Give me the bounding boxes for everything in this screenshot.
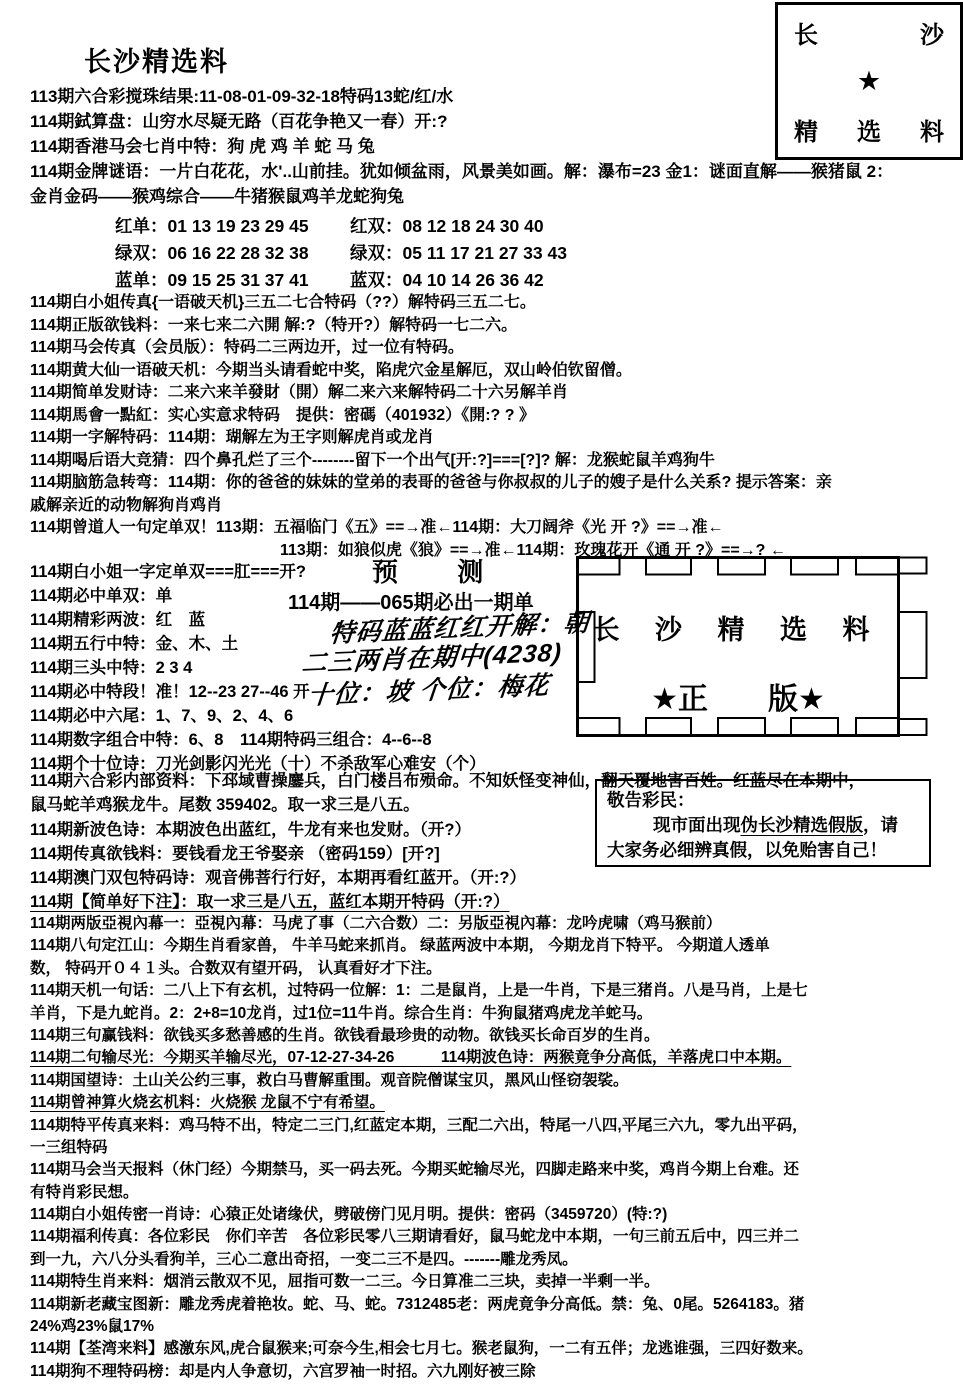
page-title: 长沙精选料 xyxy=(84,47,229,77)
tip-line: 114期三句赢钱料：欲钱买多愁善感的生肖。欲钱看最珍贵的动物。欲钱买长命百岁的生肖。 xyxy=(30,1026,660,1044)
tip-line: 一三组特码 xyxy=(30,1138,108,1156)
tip-line: 114期白小姐传密一肖诗：心猿正处诸缘伏，劈破傍门见月明。提供：密码（3459720）(特:?) xyxy=(30,1206,668,1224)
tip-line: 114期曾道人一句定单双！113期：五福临门《五》==→准←114期：大刀阔斧《光 开 ?》==→准← xyxy=(30,519,724,536)
star-icon: ★ xyxy=(856,66,882,96)
blue-single-numbers: 蓝单：09 15 25 31 37 41 xyxy=(115,270,309,290)
blue-double-numbers: 蓝双：04 10 14 26 36 42 xyxy=(350,270,544,290)
notice-line xyxy=(607,812,919,837)
tip-line: 114期马会传真（会员版）：特码二三两边开，过一位有特码。 xyxy=(30,339,464,356)
intro-section xyxy=(30,84,893,209)
tip-line: 114期福利传真：各位彩民 你们辛苦 各位彩民零八三期请看好，鼠马蛇龙中本期，一句三前五后中，四三并二 xyxy=(30,1228,800,1246)
tip-line: 114期天机一句话：二八上下有玄机，过特码一位解：1：二是鼠肖，上是一牛肖，下是三猪肖。八是马肖，上是七 xyxy=(30,982,808,1000)
badge-char-xuan: 选 xyxy=(857,119,881,146)
tip-line: 24%鸡23%鼠17% xyxy=(30,1318,155,1336)
tip-line-underlined: 114期曾神算火烧玄机料：火烧猴 龙鼠不宁有希望。 xyxy=(30,1094,385,1112)
tip-line: 114期两版亞視內幕一：亞視內幕：马虎了事（二六合数）二：另版亞視內幕：龙吟虎啸（鸡马猴前） xyxy=(30,915,722,932)
tip-line: 鼠马蛇羊鸡猴龙牛。尾数 359402。取一求三是八五。 xyxy=(30,796,420,815)
tip-line: 114期特生肖来料：烟消云散双不见，屈指可数一二三。今日算准二三块，卖掉一半剩一半。 xyxy=(30,1273,660,1291)
prediction-line: 114期个十位诗：刀光剑影闪光光（十）不杀敌军心难安（个） xyxy=(30,755,486,773)
notice-line: 大家务必细辨真假，以免贻害自己！ xyxy=(607,840,887,860)
prediction-line: 114期数字组合中特：6、8 114期特码三组合：4--6--8 xyxy=(30,731,432,749)
forecast-subtitle: 114期——065期必出一期单 xyxy=(288,592,534,614)
table-row xyxy=(115,240,567,267)
tip-line: 114期简单发财诗：二来六来羊發財（開）解二来六来解特码二十六另解羊肖 xyxy=(30,384,568,401)
forecast-title: 预 测 xyxy=(372,557,510,587)
tip-line: 113期：如狼似虎《狼》==→准←114期：玫瑰花开《通 开 ?》==→? ← xyxy=(280,541,786,559)
tip-line: 114期新波色诗：本期波色出蓝红，牛龙有来也发财。（开?） xyxy=(30,820,471,839)
tip-line: 羊肖，下是九蛇肖。2：2+8=10龙肖，过1位=11牛肖。综合生肖：牛狗鼠猪鸡虎龙羊蛇马。 xyxy=(30,1004,653,1022)
tip-line: 戚解亲近的动物解狗肖鸡肖 xyxy=(30,496,223,514)
handwritten-note: 二三两肖在期中(4238) xyxy=(300,638,564,679)
intro-line: 113期六合彩搅珠结果:11-08-01-09-32-18特码13蛇/红/水 xyxy=(30,87,454,106)
intro-line: 金肖金码——猴鸡综合——牛猪猴鼠鸡羊龙蛇狗兔 xyxy=(30,187,404,206)
tip-line: 114期传真欲钱料：要钱看龙王爷娶亲 （密码159）[开?] xyxy=(30,844,440,863)
tip-line: 114期狗不理特码榜：却是内人争意切，六宫罗袖一时招。六九刚好被三除 xyxy=(30,1362,536,1380)
intro-line: 114期金牌谜语：一片白花花，水'..山前挂。犹如倾盆雨，风景美如画。解：瀑布=23 金1：谜面直解——猴猪鼠 2： xyxy=(30,162,894,181)
tip-line: 114期特平传真来料：鸡马特不出，特定二三门,红蓝定本期，三配二六出，特尾一八四,平尾三六九，零九出平码， xyxy=(30,1116,808,1134)
tip-line: 到一九，六八分头看狗羊，三心二意出奇招，一变二三不是四。-------雕龙秀凤。 xyxy=(30,1250,578,1268)
prediction-line: 114期精彩两波：红 蓝 xyxy=(30,611,206,629)
tip-line: 114期正版欲钱料：一来七来二六開 解:?（特开?）解特码一七二六。 xyxy=(30,316,518,334)
tip-line-underlined: 114期【简单好下注】：取一求三是八五，蓝红本期开特码（开:?） xyxy=(30,893,510,912)
stamp-title: 长 沙 精 选 料 xyxy=(592,615,884,645)
notice-warning-underlined: 伪长沙精选假版 xyxy=(740,815,863,835)
tip-line: 114期黄大仙一语破天机：今期当头请看蛇中奖，陷虎穴金星解厄，双山岭伯钦留僧。 xyxy=(30,361,632,379)
authenticity-stamp xyxy=(576,556,930,737)
badge-char-liao: 料 xyxy=(920,119,944,146)
table-row xyxy=(115,213,567,240)
notice-title: 敬告彩民： xyxy=(607,790,695,810)
handwritten-note: 特码蓝蓝红红开解：朝 xyxy=(328,608,591,649)
stamp-edition: ★正 版★ xyxy=(651,683,825,716)
badge-char-sha: 沙 xyxy=(920,22,944,49)
prediction-line: 114期必中单双：单 xyxy=(30,587,173,605)
badge-top-row xyxy=(794,15,944,50)
tip-line: 数， 特码开０４１头。合数双有望开码， 认真看好才下注。 xyxy=(30,959,442,977)
notice-text: 现市面出现 xyxy=(653,815,741,835)
red-single-numbers: 红单：01 13 19 23 29 45 xyxy=(115,216,309,236)
tip-line: 114期白小姐传真{一语破天机}三五二七合特码（??）解特码三五二七。 xyxy=(30,294,536,311)
red-double-numbers: 红双：08 12 18 24 30 40 xyxy=(350,216,544,236)
tip-line: 114期【荃湾来料】感激东风,虎合鼠猴来;可奈今生,相会七月七。猴老鼠狗，一二有五伴；龙逃谁强，三四好数来。 xyxy=(30,1340,813,1358)
tip-line: 有特肖彩民想。 xyxy=(30,1183,139,1201)
intro-line: 114期香港马会七肖中特：狗 虎 鸡 羊 蛇 马 兔 xyxy=(30,137,375,156)
tip-line-underlined: 114期二句输尽光：今期买羊输尽光，07-12-27-34-26 114期波色诗：两猴竟争分高低，羊落虎口中本期。 xyxy=(30,1049,792,1067)
green-double-numbers-1: 绿双：06 16 22 28 32 38 xyxy=(115,243,309,263)
notice-box xyxy=(595,779,931,867)
prediction-line: 114期必中六尾：1、7、9、2、4、6 xyxy=(30,707,294,725)
badge-char-jing: 精 xyxy=(794,119,818,146)
table-row xyxy=(115,267,567,294)
number-table xyxy=(115,213,567,294)
notice-text: ，请 xyxy=(863,815,898,835)
handwritten-note: 十位：坡 个位：梅花 xyxy=(306,671,551,711)
prediction-line: 114期三头中特：2 3 4 xyxy=(30,659,193,677)
tip-line: 114期澳门双包特码诗：观音佛菩行行好，本期再看红蓝开。（开:?） xyxy=(30,869,526,888)
green-double-numbers-2: 绿双：05 11 17 21 27 33 43 xyxy=(350,243,567,263)
bottom-section xyxy=(30,913,813,1383)
tip-line: 114期八句定江山：今期生肖看家兽， 牛羊马蛇来抓肖。 绿蓝两波中本期， 今期龙肖下特平。 今期道人透单 xyxy=(30,937,770,955)
tip-line: 114期六合彩内部资料：下邳域曹操鏖兵，白门楼吕布殒命。不知妖怪变神仙，翻天覆地害百姓。红蓝尽在本期中， xyxy=(30,772,866,790)
tip-line: 114期新老藏宝图新：雕龙秀虎着艳妆。蛇、马、蛇。7312485老：两虎竟争分高低。禁：兔、0尾。5264183。猪 xyxy=(30,1295,805,1313)
prediction-line: 114期五行中特：金、木、土 xyxy=(30,635,239,653)
prediction-line: 114期白小姐一字定单双===肛===开? xyxy=(30,563,307,581)
tip-line: 114期马会当天报料（休门经）今期禁马，买一码去死。今期买蛇输尽光，四脚走路来中奖，鸡肖今期上台难。还 xyxy=(30,1161,800,1179)
badge-char-chang: 长 xyxy=(794,22,818,49)
tip-line: 114期馬會一點紅：实心实意求特码 提供：密碼（401932）《開:? ? 》 xyxy=(30,406,535,424)
tip-line: 114期国望诗：土山关公约三事，救白马曹解重围。观音院僧谋宝贝，黑风山怪窃袈裟。 xyxy=(30,1071,629,1089)
tip-line: 114期脑筋急转弯：114期：你的爸爸的妹妹的堂弟的表哥的爸爸与你叔叔的儿子的嫂子是什么关系? 提示答案：亲 xyxy=(30,474,832,491)
tip-line: 114期一字解特码：114期：瑚解左为王字则解虎肖或龙肖 xyxy=(30,429,434,446)
prediction-line: 114期必中特段！准！12--23 27--46 开 xyxy=(30,683,310,701)
intro-line: 114期鉽算盘：山穷水尽疑无路（百花争艳又一春）开:? xyxy=(30,112,448,131)
tips-section xyxy=(30,292,832,562)
tip-line: 114期喝后语大竞猜：四个鼻孔烂了三个--------留下一个出气[开:?]===[?]? 解：龙猴蛇鼠羊鸡狗牛 xyxy=(30,451,715,469)
